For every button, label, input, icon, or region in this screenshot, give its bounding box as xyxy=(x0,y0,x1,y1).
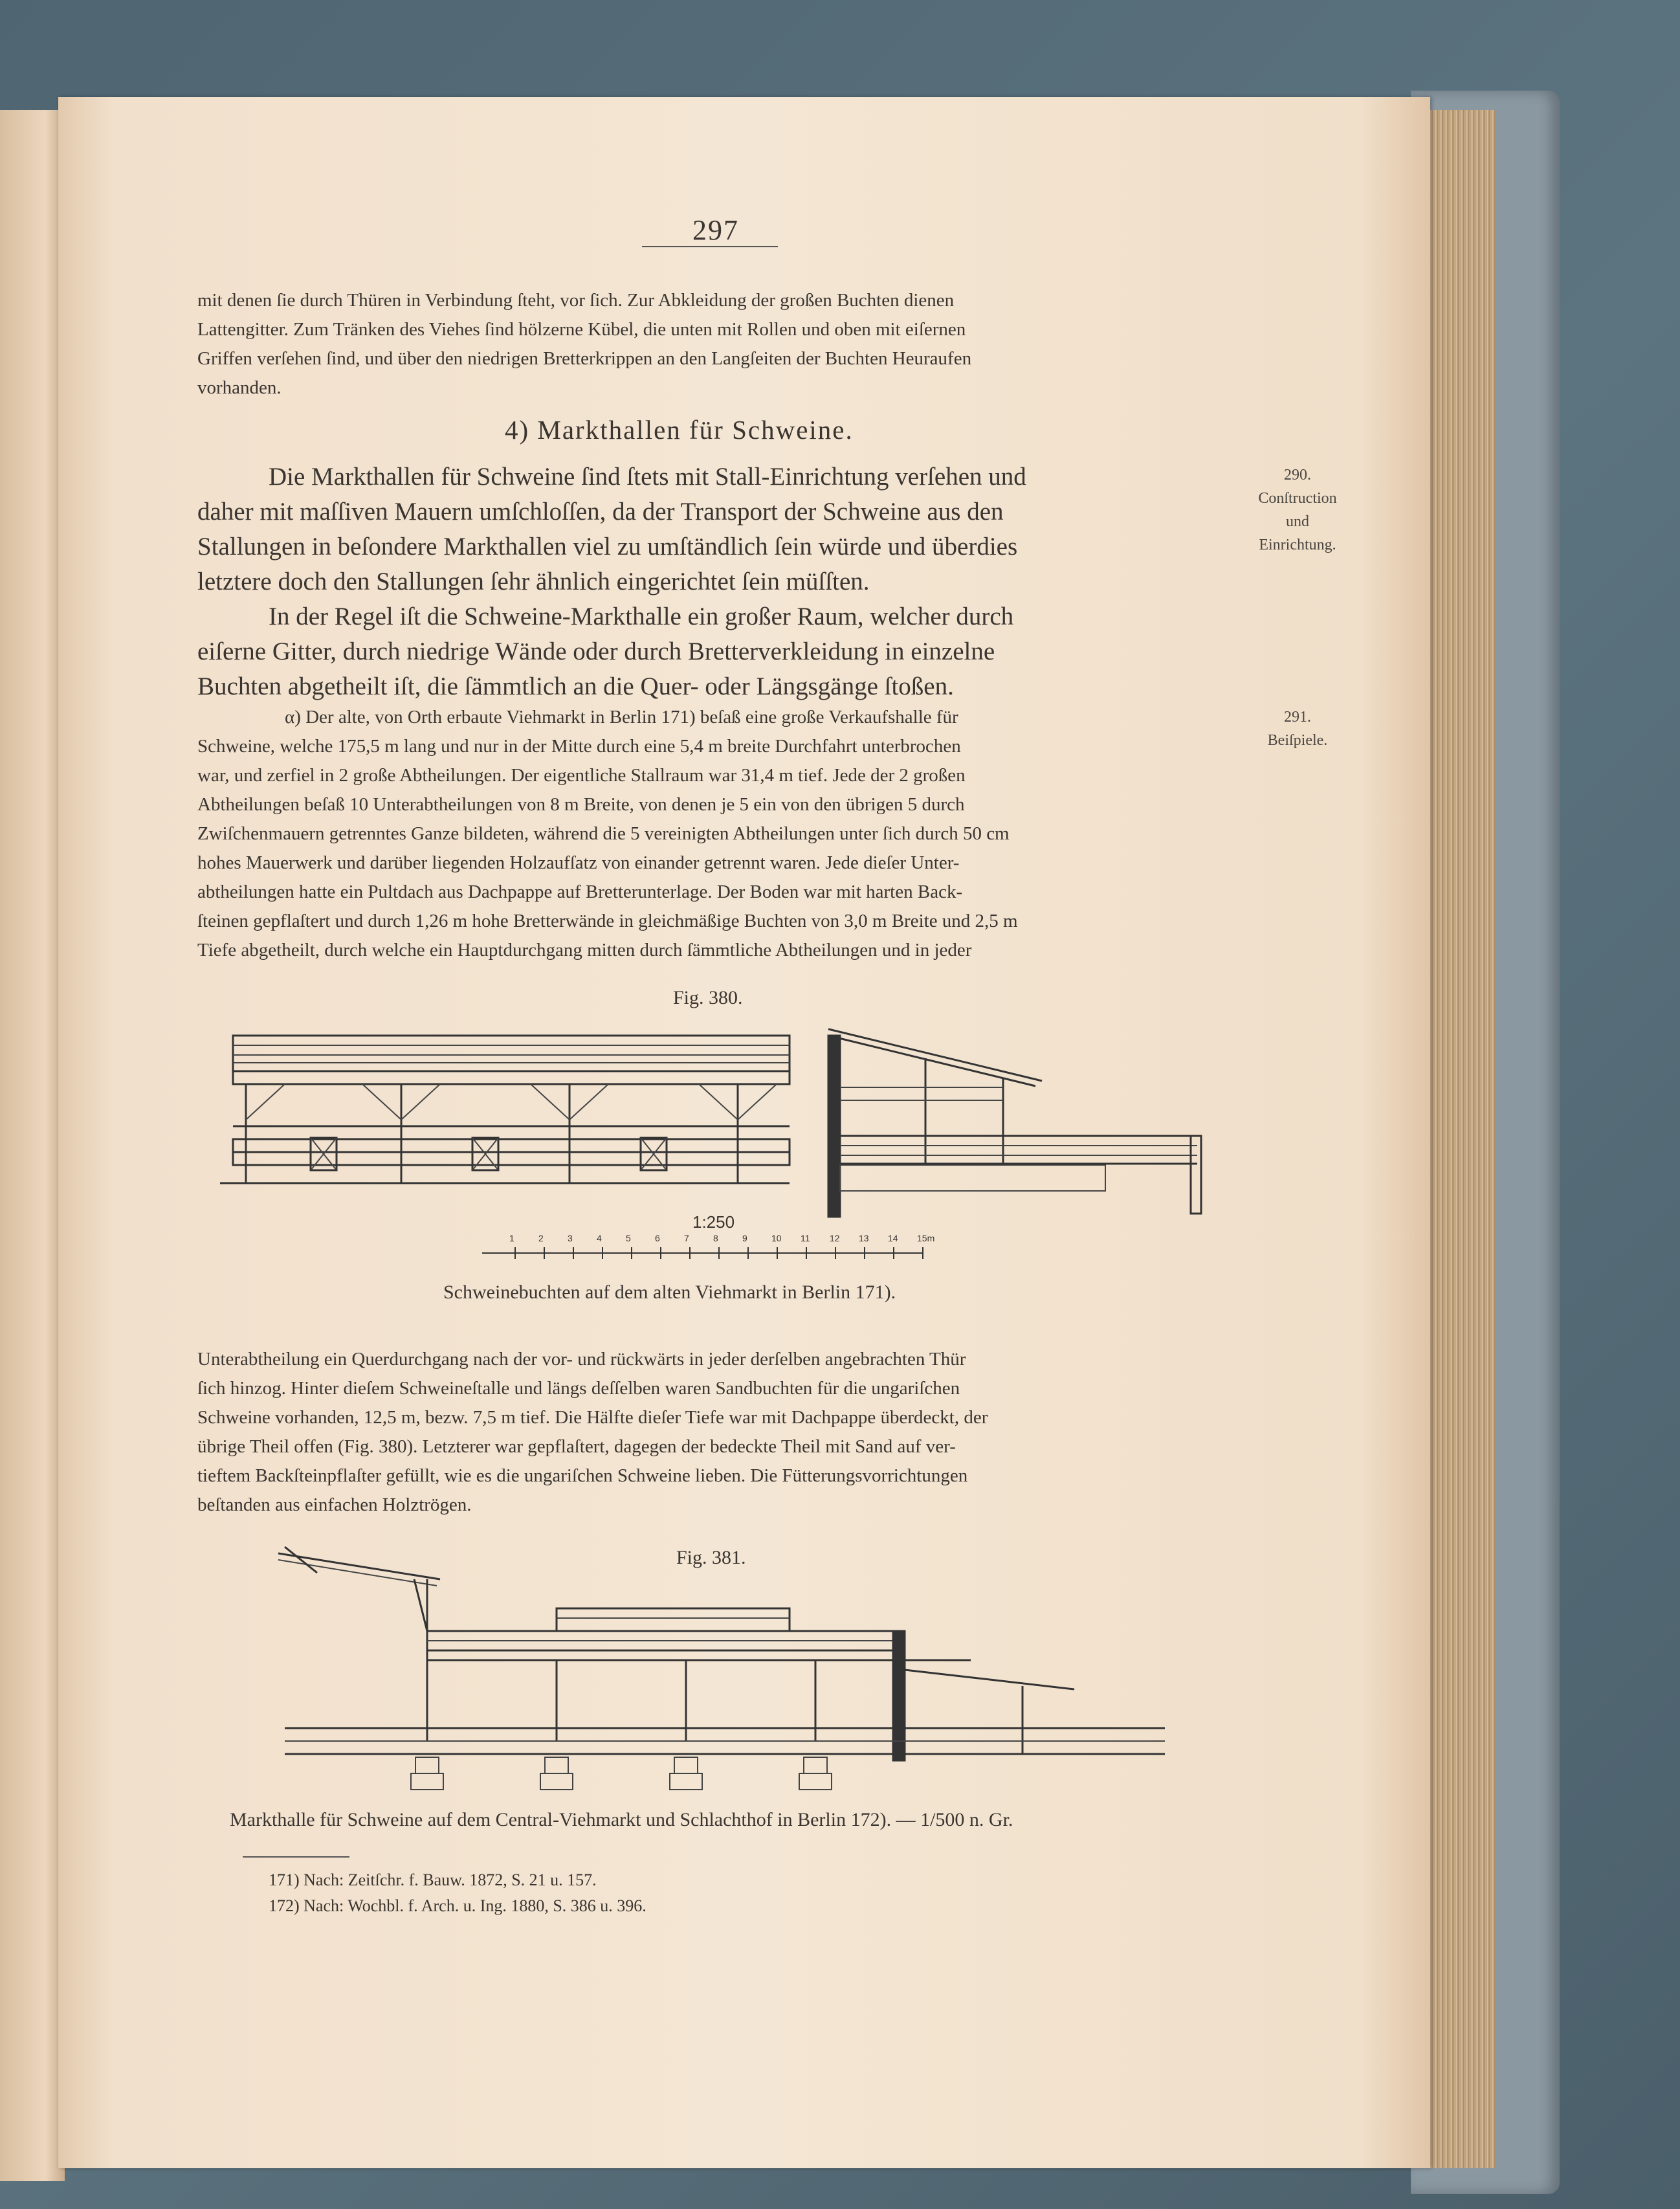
scale-tick xyxy=(514,1247,516,1259)
paragraph-2 xyxy=(197,599,1233,704)
scale-tick xyxy=(893,1247,894,1259)
text-line: letztere doch den Stallungen ſehr ähnlich eingerichtet ſein müſſten. xyxy=(197,568,870,595)
scale-tick-label: 15m xyxy=(917,1233,935,1243)
page-number: 297 xyxy=(692,214,739,246)
margin-note-line: Einrichtung. xyxy=(1259,537,1336,553)
margin-note-line: und xyxy=(1286,513,1309,530)
text-line: war, und zerfiel in 2 große Abtheilungen. Der eigentliche Stallraum war 31,4 m tief. Jede der 2 großen xyxy=(197,765,966,786)
text-line: α) Der alte, von Orth erbaute Viehmarkt in Berlin 171) beſaß eine große Verkaufshalle für xyxy=(285,707,958,727)
text-line: hohes Mauerwerk und darüber liegenden Holzaufſatz von einander getrennt waren. Jede dieſer Unter- xyxy=(197,852,960,873)
scale-tick-label: 9 xyxy=(742,1233,747,1243)
scale-tick xyxy=(922,1247,923,1259)
scale-tick-label: 6 xyxy=(655,1233,660,1243)
fig380-caption: Schweinebuchten auf dem alten Viehmarkt in Berlin 171). xyxy=(443,1282,896,1303)
scale-tick xyxy=(835,1247,836,1259)
text-line: ſich hinzog. Hinter dieſem Schweineſtalle und längs deſſelben waren Sandbuchten für die ungariſchen xyxy=(197,1378,960,1399)
footnote-172: 172) Nach: Wochbl. f. Arch. u. Ing. 1880, S. 386 u. 396. xyxy=(269,1896,647,1915)
scale-tick-label: 2 xyxy=(538,1233,544,1243)
section-heading: 4) Markthallen für Schweine. xyxy=(505,415,854,445)
scale-tick-label: 3 xyxy=(568,1233,573,1243)
scale-tick-label: 1 xyxy=(509,1233,514,1243)
text-line: Die Markthallen für Schweine ſind ſtets mit Stall-Einrichtung verſehen und xyxy=(269,463,1026,491)
fig380-elevation xyxy=(220,1036,790,1183)
margin-note-line: Conſtruction xyxy=(1258,490,1337,507)
fig380-section xyxy=(828,1029,1201,1217)
scale-tick-label: 10 xyxy=(771,1233,782,1243)
footnotes xyxy=(269,1867,647,1919)
text-line: Lattengitter. Zum Tränken des Viehes ſind hölzerne Kübel, die unten mit Rollen und oben mit eiſernen xyxy=(197,319,966,340)
paragraph-1 xyxy=(197,460,1233,599)
text-line: mit denen ſie durch Thüren in Verbindung ſteht, vor ſich. Zur Abkleidung der großen Buchten dienen xyxy=(197,290,955,311)
scale-tick xyxy=(544,1247,545,1259)
paragraph-3 xyxy=(197,703,1233,965)
text-line: Buchten abgetheilt iſt, die ſämmtlich an die Quer- oder Längsgänge ſtoßen. xyxy=(197,672,954,700)
page-number-rule xyxy=(642,246,778,247)
scale-tick xyxy=(660,1247,661,1259)
scale-tick xyxy=(573,1247,574,1259)
text-line: vorhanden. xyxy=(197,377,282,398)
fig380-drawing xyxy=(214,1023,1223,1223)
text-line: eiſerne Gitter, durch niedrige Wände oder durch Bretterverkleidung in einzelne xyxy=(197,638,995,665)
text-line: abtheilungen hatte ein Pultdach aus Dachpappe auf Bretterunterlage. Der Boden war mit harten Back- xyxy=(197,882,963,902)
scale-tick-label: 4 xyxy=(597,1233,602,1243)
text-line: beſtanden aus einfachen Holztrögen. xyxy=(197,1494,472,1515)
text-line: daher mit maſſiven Mauern umſchloſſen, da der Transport der Schweine aus den xyxy=(197,498,1004,526)
text-line: tieftem Backſteinpflaſter gefüllt, wie es die ungariſchen Schweine lieben. Die Fütterungsvorrichtungen xyxy=(197,1465,968,1486)
scale-tick xyxy=(777,1247,778,1259)
margin-note-line: Beiſpiele. xyxy=(1267,732,1328,749)
fig380-scale-bar xyxy=(482,1233,935,1265)
text-line: Schweine vorhanden, 12,5 m, bezw. 7,5 m tief. Die Hälfte dieſer Tiefe war mit Dachpappe überdeckt, der xyxy=(197,1407,988,1428)
scale-tick xyxy=(718,1247,720,1259)
scale-tick xyxy=(864,1247,865,1259)
fig380-label: Fig. 380. xyxy=(673,987,743,1008)
fig381-caption: Markthalle für Schweine auf dem Central-Viehmarkt und Schlachthof in Berlin 172). — 1/500 n. Gr. xyxy=(230,1809,1013,1830)
text-line: Stallungen in beſondere Markthallen viel zu umſtändlich ſein würde und überdies xyxy=(197,533,1018,561)
text-line: Unterabtheilung ein Querdurchgang nach der vor- und rückwärts in jeder derſelben angebrachten Thür xyxy=(197,1349,966,1370)
scale-tick-label: 11 xyxy=(801,1233,810,1243)
text-line: ſteinen gepflaſtert und durch 1,26 m hohe Bretterwände in gleichmäßige Buchten von 3,0 m Breite und 2,5 m xyxy=(197,911,1018,931)
text-line: Schweine, welche 175,5 m lang und nur in der Mitte durch eine 5,4 m breite Durchfahrt unterbrochen xyxy=(197,736,961,757)
scale-tick-label: 12 xyxy=(830,1233,840,1243)
footnote-rule xyxy=(243,1856,349,1858)
intro-paragraph xyxy=(197,286,1233,403)
text-line: Zwiſchenmauern getrenntes Ganze bildeten, während die 5 vereinigten Abtheilungen unter ſich durch 50 cm xyxy=(197,823,1010,844)
scale-tick-label: 14 xyxy=(888,1233,898,1243)
fig380-scale-label: 1:250 xyxy=(692,1212,735,1232)
scale-tick-label: 8 xyxy=(713,1233,718,1243)
fig381-label: Fig. 381. xyxy=(676,1547,746,1568)
margin-note-line: 291. xyxy=(1284,709,1311,726)
footnote-171: 171) Nach: Zeitſchr. f. Bauw. 1872, S. 21 u. 157. xyxy=(269,1870,597,1889)
scale-tick xyxy=(631,1247,632,1259)
margin-note-line: 290. xyxy=(1284,467,1311,483)
scale-tick-label: 7 xyxy=(684,1233,689,1243)
scale-tick-label: 5 xyxy=(626,1233,631,1243)
scale-tick xyxy=(747,1247,749,1259)
scale-tick xyxy=(689,1247,691,1259)
scale-tick xyxy=(602,1247,603,1259)
left-page-edge xyxy=(0,110,65,2181)
fig381-drawing xyxy=(272,1540,1178,1806)
text-line: übrige Theil offen (Fig. 380). Letzterer war gepflaſtert, dagegen der bedeckte Theil mit Sand auf ver- xyxy=(197,1436,956,1457)
paragraph-4 xyxy=(197,1345,1233,1520)
text-line: Griffen verſehen ſind, und über den niedrigen Bretterkrippen an den Langſeiten der Buchten Heuraufen xyxy=(197,348,972,369)
margin-note-290 xyxy=(1243,463,1353,557)
scale-tick xyxy=(806,1247,807,1259)
text-line: Abtheilungen beſaß 10 Unterabtheilungen von 8 m Breite, von denen je 5 ein von den übrigen 5 durch xyxy=(197,794,965,815)
page-edges xyxy=(1424,110,1495,2168)
text-line: In der Regel iſt die Schweine-Markthalle ein großer Raum, welcher durch xyxy=(269,603,1014,630)
scale-tick-label: 13 xyxy=(859,1233,869,1243)
text-line: Tiefe abgetheilt, durch welche ein Hauptdurchgang mitten durch ſämmtliche Abtheilungen und in jeder xyxy=(197,940,972,960)
margin-note-291 xyxy=(1243,705,1353,752)
